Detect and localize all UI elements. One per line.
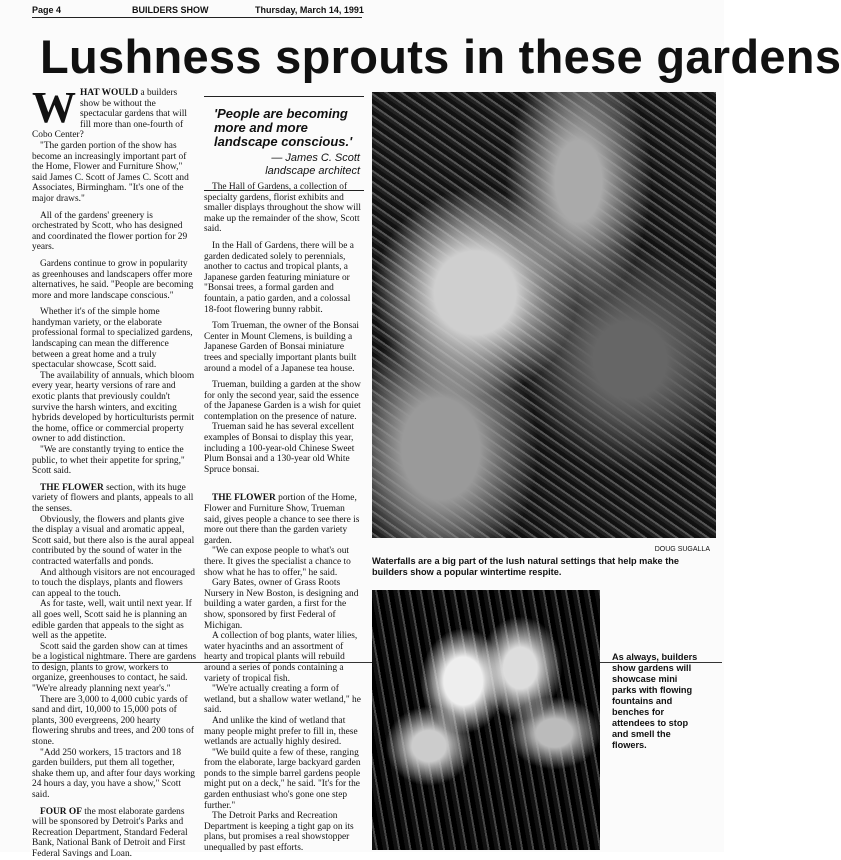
paragraph: "The garden portion of the show has become an increasingly important part of the Home, Flower and Furniture Show," said James C. Scott of James C. Scott and Associates, Birmingham. "It's one of the major draws." — [32, 140, 189, 204]
paragraph: Whether it's of the simple home handyman variety, or the elaborate professional formal to specialized gardens, landscaping can mean the difference between a great home and a truly spectacular showcase, Scott said. — [32, 307, 193, 371]
paragraph: All of the gardens' greenery is orchestrated by Scott, who has designed and coordinated the flower portion for 29 years. — [32, 210, 188, 253]
paragraph: "We build quite a few of these, ranging from the elaborate, large backyard garden ponds to the simple barrel gardens people might put on a deck," he said. "It's for the garden enthusiast who's gone one step further." — [204, 747, 361, 811]
lead-in: THE FLOWER — [212, 493, 276, 504]
lead-in: THE FLOWER — [40, 482, 104, 493]
paragraph: The availability of annuals, which bloom every year, hearty versions of rare and exotic plants that previously couldn't survive the harsh winters, and exciting hybrids developed by horticulturists permit the home, office or commercial property owner to add distinction. — [32, 370, 195, 445]
paragraph: "Add 250 workers, 15 tractors and 18 garden builders, put them all together, shake them up, and after four days working 24 hours a day, you have a show," Scott said. — [32, 747, 195, 800]
section-name: BUILDERS SHOW — [132, 5, 209, 15]
article-column-2 — [204, 182, 364, 854]
header-rule — [32, 17, 362, 18]
paragraph: portion of the Home, Flower and Furniture Show, Trueman said, gives people a chance to see there is more out there than the garden variety garden. — [204, 493, 360, 546]
page-number: Page 4 — [32, 5, 62, 15]
paragraph: Obviously, the flowers and plants give the display a visual and aromatic appeal, Scott said, but there also is the aural appeal contributed by the sound of water in the contracted waterfalls and ponds. — [32, 514, 195, 567]
paragraph: The Detroit Parks and Recreation Department is keeping a tight gap on its plans, but promises a real showstopper unequalled by past efforts. — [204, 811, 354, 854]
paragraph: Gardens continue to grow in popularity as greenhouses and landscapers offer more alternatives, he said. "People are becoming more and more landscape conscious." — [32, 258, 194, 301]
lead-in: HAT WOULD — [80, 88, 139, 98]
paragraph: The Hall of Gardens, a collection of specialty gardens, florist exhibits and smaller displays throughout the show will make up the remainder of the show, Scott said. — [204, 182, 362, 235]
article-column-1 — [32, 83, 197, 860]
paragraph: section, with its huge variety of flowers and plants, appeals to all the senses. — [32, 482, 194, 514]
pull-quote-title: landscape architect — [265, 165, 360, 177]
paragraph: Tom Trueman, the owner of the Bonsai Center in Mount Clemens, is building a Japanese Garden of Bonsai miniature trees and specially important plants built around a model of a Japanese tea house. — [204, 321, 359, 374]
paragraph: A collection of bog plants, water lilies, water hyacinths and an assortment of hearty and tropical plants will rebuild around a series of ponds containing a variety of tropical fish. — [204, 631, 358, 684]
paragraph: Scott said the garden show can at times be a logistical nightmare. There are gardens to design, plants to grow, workers to organize, greenhouses to contact, he said. "We're already planning next year's." — [32, 641, 197, 695]
photo-caption-side: As always, builders show gardens will showcase mini parks with flowing fountains and benches for attendees to stop and smell the flowers. — [612, 652, 698, 750]
paragraph: "We're actually creating a form of wetland, but a shallow water wetland," he said. — [204, 684, 361, 716]
paragraph: There are 3,000 to 4,000 cubic yards of sand and dirt, 10,000 to 15,000 pots of plants, 300 evergreens, 200 hearty flowering shrubs and trees, and 200 tons of stone. — [32, 694, 194, 748]
paragraph: the most elaborate gardens will be sponsored by Detroit's Parks and Recreation Department, Standard Federal Bank, National Bank of Detroit and First Federal Savings and Loan. — [32, 806, 188, 859]
photo-caption: Waterfalls are a big part of the lush natural settings that help make the builders show a popular wintertime respite. — [372, 556, 679, 577]
paragraph: And unlike the kind of wetland that many people might prefer to fill in, these wetlands are actually highly desired. — [204, 715, 358, 748]
drop-cap: W — [32, 83, 76, 132]
paragraph: a builders show be without the spectacular gardens that will fill more than one-fourth of Cobo Center? — [32, 88, 187, 141]
lead-in: FOUR OF — [40, 806, 82, 817]
paragraph: Trueman, building a garden at the show for only the second year, said the essence of the Japanese Garden is a wish for quiet contemplation on the presence of nature. — [204, 380, 361, 422]
pull-quote-attribution: — James C. Scott — [271, 152, 360, 164]
pull-quote-text: 'People are becoming more and more landscape conscious.' — [214, 106, 353, 149]
paragraph: As for taste, well, wait until next year. If all goes well, Scott said he is planning an edible garden that appeals to the sight as well as the appetite. — [32, 599, 192, 642]
tulip-garden-photo — [372, 590, 600, 850]
headline: Lushness sprouts in these gardens — [40, 30, 841, 83]
photo-credit: DOUG SUGALLA — [654, 546, 710, 553]
waterfall-garden-photo — [372, 92, 716, 538]
paragraph: "We can expose people to what's out there. It gives the specialist a chance to show what he has to offer," he said. — [204, 546, 351, 578]
paragraph: "We are constantly trying to entice the public, to whet their appetite for spring," Scott said. — [32, 445, 185, 477]
issue-date: Thursday, March 14, 1991 — [255, 5, 364, 15]
paragraph: Gary Bates, owner of Grass Roots Nursery in New Boston, is designing and building a water garden, a first for the show, sponsored by first Federal of Michigan. — [204, 578, 359, 631]
paragraph: And although visitors are not encouraged to touch the displays, plants and flowers can appeal to the touch. — [32, 567, 195, 599]
pull-quote — [204, 96, 364, 191]
paragraph: In the Hall of Gardens, there will be a garden dedicated solely to perennials, another to cactus and tropical plants, a Japanese garden featuring miniature or "Bonsai trees, a formal garden and fountain, a patio garden, and a colossal 18-foot flowering bunny rabbit. — [204, 240, 354, 315]
paragraph: Trueman said he has several excellent examples of Bonsai to display this year, including a 100-year-old Chinese Sweet Plum Bonsai and a 130-year old White Spruce bonsai. — [204, 422, 355, 475]
